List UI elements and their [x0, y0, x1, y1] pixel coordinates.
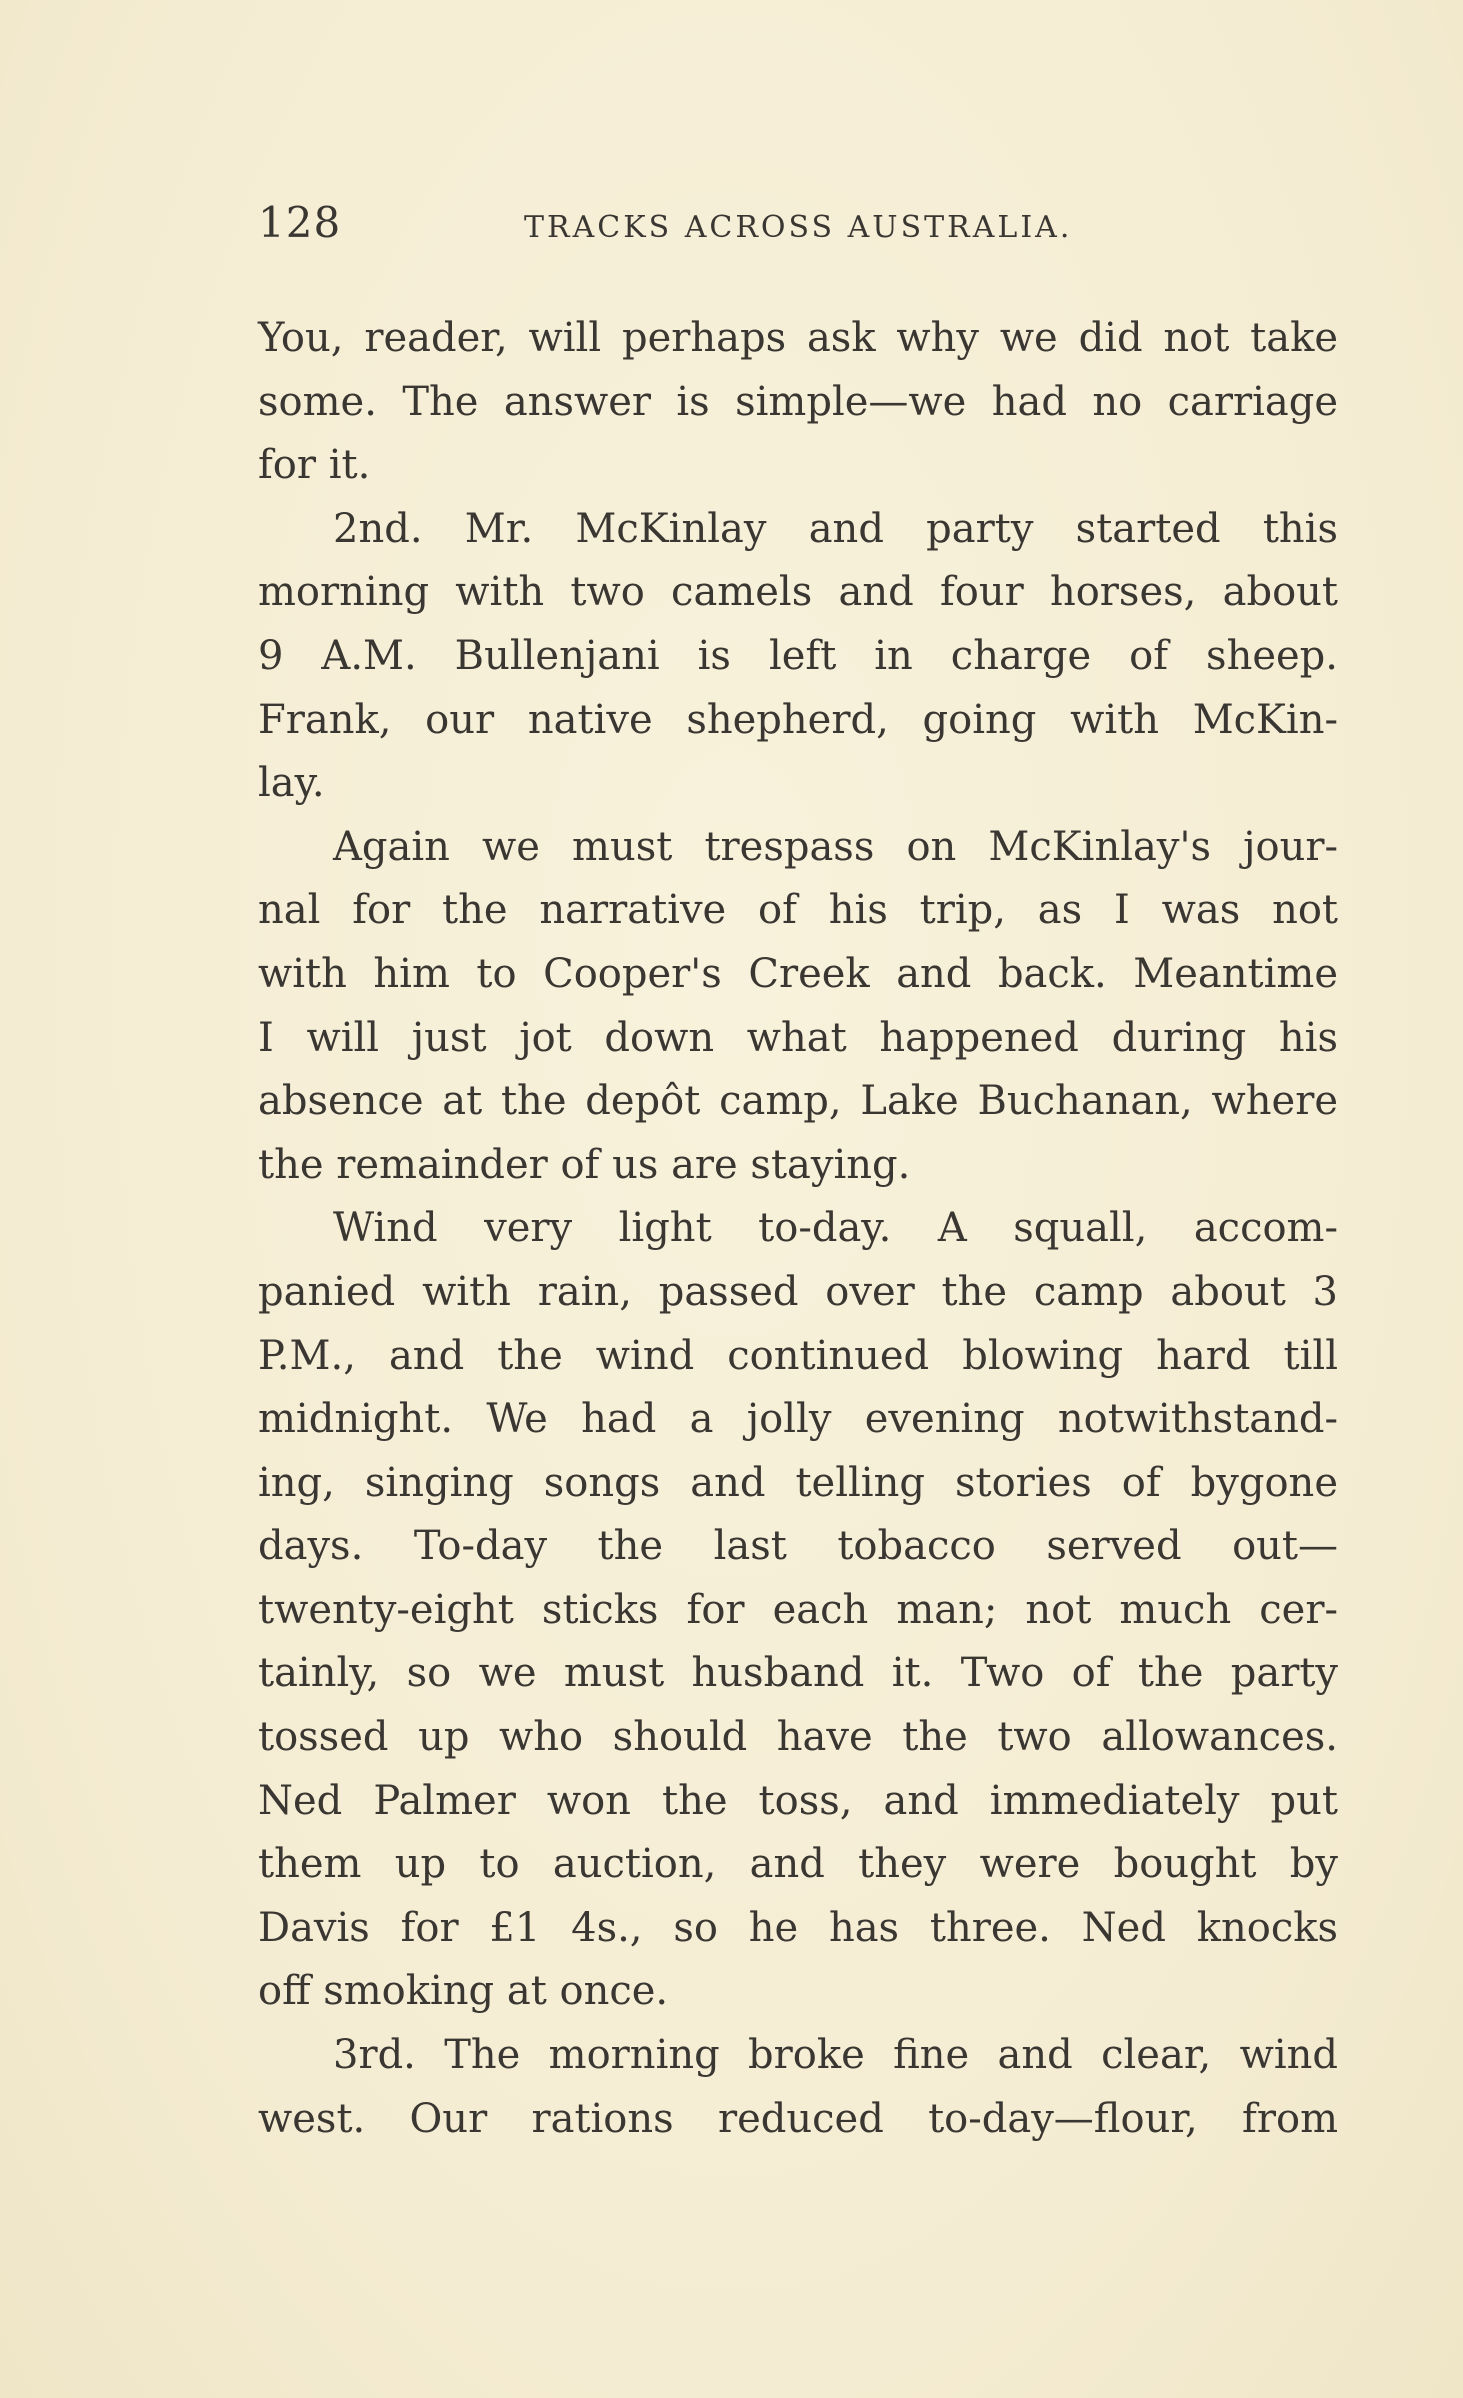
text-line: some. The answer is simple—we had no carriage: [258, 378, 1338, 425]
text-line: absence at the depôt camp, Lake Buchanan, where: [258, 1078, 1338, 1125]
text-line: Frank, our native shepherd, going with McKin-: [258, 696, 1338, 743]
text-line: off smoking at once.: [258, 1968, 669, 2015]
text-line: tainly, so we must husband it. Two of the party: [258, 1650, 1338, 1697]
text-line: midnight. We had a jolly evening notwithstand-: [258, 1396, 1338, 1443]
text-line: ing, singing songs and telling stories of bygone: [258, 1459, 1338, 1506]
text-line: 3rd. The morning broke fine and clear, wind: [333, 2032, 1338, 2079]
text-line: for it.: [258, 442, 371, 489]
body-text: [258, 307, 1338, 2151]
text-line: You, reader, will perhaps ask why we did not take: [258, 315, 1338, 361]
text-line: twenty-eight sticks for each man; not much cer-: [258, 1586, 1338, 1633]
text-line: the remainder of us are staying.: [258, 1141, 911, 1188]
text-line: 9 A.M. Bullenjani is left in charge of sheep.: [258, 632, 1338, 679]
running-head: TRACKS ACROSS AUSTRALIA.: [524, 210, 1073, 245]
text-line: Again we must trespass on McKinlay's jour-: [333, 823, 1338, 870]
text-line: morning with two camels and four horses, about: [258, 569, 1338, 616]
text-line: Wind very light to-day. A squall, accom-: [333, 1205, 1338, 1252]
text-line: I will just jot down what happened during his: [258, 1014, 1338, 1061]
text-line: P.M., and the wind continued blowing hard till: [258, 1332, 1338, 1379]
text-line: panied with rain, passed over the camp about 3: [258, 1268, 1338, 1315]
text-line: 2nd. Mr. McKinlay and party started this: [333, 505, 1338, 552]
text-line: them up to auction, and they were bought by: [258, 1841, 1338, 1888]
text-line: nal for the narrative of his trip, as I was not: [258, 887, 1338, 934]
text-line: with him to Cooper's Creek and back. Meantime: [258, 950, 1338, 997]
text-line: Davis for £1 4s., so he has three. Ned knocks: [258, 1904, 1338, 1951]
text-line: lay.: [258, 760, 325, 807]
text-line: days. To-day the last tobacco served out—: [258, 1523, 1338, 1570]
text-line: tossed up who should have the two allowances.: [258, 1714, 1338, 1761]
page-number: 128: [258, 198, 342, 247]
page-header: [258, 198, 1338, 258]
text-line: Ned Palmer won the toss, and immediately put: [258, 1777, 1338, 1824]
text-line: west. Our rations reduced to-day—flour, from: [258, 2095, 1338, 2142]
